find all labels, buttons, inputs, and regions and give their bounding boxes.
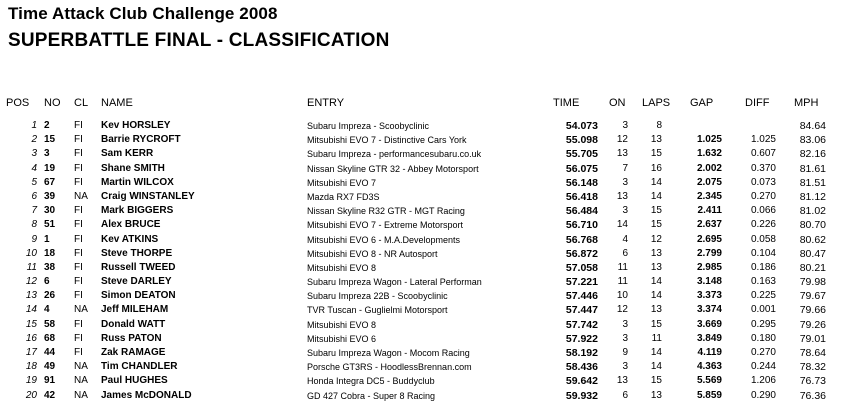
cell-diff: 0.290: [750, 389, 776, 401]
cell-on: 13: [616, 375, 628, 387]
cell-time: 59.932: [565, 389, 598, 402]
cell-laps: 16: [650, 162, 662, 174]
cell-diff: 0.226: [750, 219, 776, 231]
cell-gap: 3.373: [696, 290, 722, 302]
cell-on: 3: [622, 332, 628, 344]
cell-pos: 2: [31, 134, 37, 146]
cell-gap: 5.569: [696, 375, 722, 387]
cell-diff: 0.180: [750, 332, 776, 344]
cell-no: 91: [44, 375, 56, 387]
cell-gap: 1.632: [696, 148, 722, 160]
page-title: Time Attack Club Challenge 2008: [8, 4, 278, 23]
cell-diff: 0.270: [750, 190, 776, 202]
cell-mph: 81.61: [799, 162, 826, 175]
cell-laps: 14: [650, 290, 662, 302]
cell-diff: 0.270: [750, 347, 776, 358]
table-row: [0, 205, 843, 219]
cell-no: 58: [44, 318, 56, 330]
cell-diff: 0.104: [750, 247, 776, 259]
cell-on: 6: [622, 389, 628, 401]
cell-pos: 8: [31, 219, 37, 231]
cell-laps: 13: [650, 134, 662, 146]
cell-time: 56.148: [565, 176, 598, 189]
cell-on: 11: [617, 261, 628, 273]
header-pos: POS: [6, 97, 30, 109]
cell-diff: 0.163: [750, 276, 776, 288]
table-row: [0, 319, 843, 333]
cell-gap: 5.859: [696, 389, 722, 401]
table-row: [0, 120, 843, 134]
cell-entry: Mazda RX7 FD3S: [307, 191, 380, 202]
cell-on: 13: [616, 148, 628, 160]
cell-entry: Honda Integra DC5 - Buddyclub: [307, 376, 435, 387]
cell-laps: 13: [650, 247, 662, 259]
cell-name: Russ PATON: [101, 332, 162, 344]
cell-diff: 0.186: [750, 261, 776, 273]
cell-no: 15: [44, 134, 56, 146]
header-laps: LAPS: [642, 97, 671, 109]
cell-laps: 8: [656, 120, 662, 131]
cell-cl: FI: [74, 290, 83, 302]
cell-mph: 81.02: [799, 205, 826, 218]
page-subtitle: SUPERBATTLE FINAL - CLASSIFICATION: [8, 30, 390, 51]
cell-time: 57.742: [565, 318, 598, 331]
cell-no: 39: [44, 190, 56, 202]
table-row: [0, 163, 843, 177]
table-row: [0, 333, 843, 347]
cell-name: Simon DEATON: [101, 290, 176, 302]
cell-pos: 10: [25, 247, 37, 259]
cell-gap: 2.345: [696, 190, 722, 202]
cell-time: 58.192: [565, 347, 598, 359]
table-row: [0, 219, 843, 233]
cell-laps: 15: [650, 219, 662, 231]
cell-no: 44: [44, 347, 56, 358]
cell-entry: Mitsubishi EVO 8 - NR Autosport: [307, 248, 438, 259]
cell-on: 10: [616, 290, 628, 302]
cell-on: 13: [616, 190, 628, 202]
table-row: [0, 276, 843, 290]
cell-entry: TVR Tuscan - Guglielmi Motorsport: [307, 305, 448, 316]
cell-time: 59.642: [565, 375, 598, 388]
cell-mph: 79.67: [799, 290, 826, 303]
cell-entry: Mitsubishi EVO 7 - Distinctive Cars York: [307, 135, 467, 146]
cell-diff: 0.295: [750, 318, 776, 330]
header-mph: MPH: [794, 97, 819, 109]
cell-cl: NA: [74, 361, 88, 373]
cell-time: 57.221: [565, 276, 598, 289]
cell-laps: 15: [650, 205, 662, 217]
cell-diff: 1.025: [750, 134, 776, 146]
cell-name: Barrie RYCROFT: [101, 134, 181, 146]
cell-pos: 9: [31, 233, 37, 245]
cell-name: Mark BIGGERS: [101, 205, 174, 217]
cell-cl: FI: [74, 332, 83, 344]
cell-mph: 78.64: [799, 347, 826, 359]
cell-laps: 15: [650, 375, 662, 387]
cell-time: 56.418: [565, 190, 598, 203]
cell-cl: FI: [74, 162, 83, 174]
cell-on: 3: [622, 318, 628, 330]
cell-mph: 76.36: [799, 389, 826, 402]
cell-pos: 12: [25, 276, 37, 288]
cell-laps: 14: [650, 276, 662, 288]
cell-cl: FI: [74, 276, 83, 288]
cell-gap: 2.637: [696, 219, 722, 231]
cell-name: James McDONALD: [101, 389, 192, 401]
cell-laps: 13: [650, 261, 662, 273]
cell-laps: 13: [650, 304, 662, 316]
table-row: [0, 304, 843, 318]
cell-cl: NA: [74, 389, 88, 401]
cell-mph: 76.73: [799, 375, 826, 388]
cell-entry: Porsche GT3RS - HoodlessBrennan.com: [307, 362, 472, 373]
cell-no: 51: [44, 219, 56, 231]
cell-laps: 12: [650, 233, 662, 245]
cell-gap: 2.985: [696, 261, 722, 273]
cell-pos: 1: [31, 120, 37, 131]
header-time: TIME: [553, 97, 580, 109]
cell-on: 12: [616, 304, 628, 316]
header-name: NAME: [101, 97, 133, 109]
cell-cl: FI: [74, 247, 83, 259]
table-row: [0, 375, 843, 389]
cell-no: 42: [44, 389, 56, 401]
cell-on: 6: [622, 247, 628, 259]
cell-entry: Subaru Impreza Wagon - Lateral Performan: [307, 277, 482, 288]
cell-no: 18: [44, 247, 56, 259]
cell-pos: 17: [25, 347, 37, 358]
cell-on: 3: [622, 120, 628, 131]
cell-diff: 0.058: [750, 233, 776, 245]
cell-no: 4: [44, 304, 50, 316]
cell-on: 12: [616, 134, 628, 146]
cell-laps: 14: [650, 176, 662, 188]
cell-mph: 80.62: [799, 233, 826, 246]
cell-time: 56.075: [565, 162, 598, 175]
cell-laps: 15: [650, 318, 662, 330]
cell-no: 2: [44, 120, 50, 131]
table-header: [0, 97, 843, 111]
cell-entry: Mitsubishi EVO 7 - Extreme Motorsport: [307, 220, 464, 231]
cell-gap: 3.669: [696, 318, 722, 330]
cell-no: 1: [44, 233, 50, 245]
cell-name: Russell TWEED: [101, 261, 176, 273]
cell-pos: 11: [26, 261, 37, 273]
cell-mph: 80.70: [799, 219, 826, 232]
cell-no: 6: [44, 276, 50, 288]
cell-entry: Nissan Skyline GTR 32 - Abbey Motorsport: [307, 163, 479, 174]
cell-no: 3: [44, 148, 50, 160]
cell-pos: 4: [31, 162, 37, 174]
cell-time: 56.768: [565, 233, 598, 246]
cell-laps: 14: [650, 361, 662, 373]
cell-cl: FI: [74, 318, 83, 330]
table-row: [0, 262, 843, 276]
cell-mph: 80.47: [799, 247, 826, 260]
cell-on: 11: [617, 276, 628, 288]
cell-pos: 15: [25, 318, 37, 330]
table-row: [0, 347, 843, 361]
cell-name: Kev ATKINS: [101, 233, 159, 245]
table-row: [0, 290, 843, 304]
cell-diff: 0.607: [750, 148, 776, 160]
cell-mph: 79.01: [799, 332, 826, 345]
classification-table: [0, 120, 843, 404]
cell-cl: FI: [74, 205, 83, 217]
cell-mph: 79.26: [799, 318, 826, 331]
cell-mph: 81.51: [799, 176, 826, 189]
cell-on: 3: [622, 176, 628, 188]
cell-pos: 16: [25, 332, 37, 344]
cell-laps: 14: [650, 347, 662, 358]
cell-cl: FI: [74, 148, 83, 160]
table-row: [0, 361, 843, 375]
cell-cl: FI: [74, 347, 83, 358]
cell-on: 3: [622, 361, 628, 373]
cell-no: 26: [44, 290, 56, 302]
cell-diff: 0.066: [750, 205, 776, 217]
cell-pos: 5: [31, 176, 37, 188]
cell-time: 57.447: [565, 304, 598, 317]
cell-mph: 79.98: [799, 276, 826, 289]
cell-laps: 15: [650, 148, 662, 160]
cell-mph: 78.32: [799, 361, 826, 374]
table-row: [0, 191, 843, 205]
header-diff: DIFF: [745, 97, 770, 109]
cell-mph: 79.66: [799, 304, 826, 317]
cell-entry: Subaru Impreza 22B - Scoobyclinic: [307, 291, 448, 302]
cell-gap: 2.799: [696, 247, 722, 259]
cell-entry: Subaru Impreza - performancesubaru.co.uk: [307, 149, 482, 160]
cell-gap: 1.025: [696, 134, 722, 146]
cell-pos: 14: [25, 304, 37, 316]
header-gap: GAP: [690, 97, 714, 109]
cell-name: Jeff MILEHAM: [101, 304, 169, 316]
cell-time: 55.098: [565, 134, 598, 147]
cell-entry: Mitsubishi EVO 8: [307, 262, 377, 273]
cell-no: 19: [44, 162, 56, 174]
cell-pos: 7: [31, 205, 37, 217]
cell-entry: Subaru Impreza Wagon - Mocom Racing: [307, 348, 470, 358]
cell-diff: 0.073: [750, 176, 776, 188]
cell-time: 58.436: [565, 361, 598, 374]
cell-gap: 3.849: [696, 332, 722, 344]
header-cl: CL: [74, 97, 89, 109]
cell-cl: FI: [74, 219, 83, 231]
cell-laps: 13: [650, 389, 662, 401]
cell-diff: 0.370: [750, 162, 776, 174]
header-entry: ENTRY: [307, 97, 345, 109]
header-on: ON: [609, 97, 626, 109]
cell-entry: Mitsubishi EVO 6 - M.A.Developments: [307, 234, 461, 245]
cell-gap: 4.119: [697, 347, 722, 358]
cell-diff: 0.001: [750, 304, 776, 316]
cell-name: Tim CHANDLER: [101, 361, 178, 373]
cell-name: Kev HORSLEY: [101, 120, 171, 131]
cell-mph: 83.06: [799, 134, 826, 147]
cell-time: 56.872: [565, 247, 598, 260]
cell-time: 56.710: [565, 219, 598, 232]
cell-on: 9: [622, 347, 628, 358]
cell-pos: 19: [25, 375, 37, 387]
cell-diff: 1.206: [750, 375, 776, 387]
cell-entry: Nissan Skyline R32 GTR - MGT Racing: [307, 206, 465, 217]
cell-mph: 81.12: [799, 190, 826, 203]
cell-on: 4: [622, 233, 628, 245]
cell-cl: FI: [74, 120, 83, 131]
cell-cl: FI: [74, 176, 83, 188]
cell-cl: NA: [74, 304, 88, 316]
cell-entry: Mitsubishi EVO 7: [307, 177, 377, 188]
cell-pos: 18: [25, 361, 37, 373]
cell-time: 55.705: [565, 148, 598, 161]
cell-no: 67: [44, 176, 56, 188]
cell-name: Steve THORPE: [101, 247, 173, 259]
cell-pos: 6: [31, 190, 37, 202]
cell-gap: 2.411: [697, 205, 722, 217]
cell-entry: GD 427 Cobra - Super 8 Racing: [307, 390, 436, 401]
cell-name: Martin WILCOX: [101, 176, 174, 188]
table-row: [0, 148, 843, 162]
cell-time: 56.484: [565, 205, 598, 218]
cell-time: 57.058: [565, 261, 598, 274]
cell-gap: 3.148: [696, 276, 722, 288]
cell-on: 7: [622, 162, 628, 174]
cell-diff: 0.244: [750, 361, 776, 373]
cell-no: 68: [44, 332, 56, 344]
cell-on: 3: [622, 205, 628, 217]
cell-no: 49: [44, 361, 56, 373]
cell-gap: 4.363: [696, 361, 722, 373]
cell-entry: Mitsubishi EVO 8: [307, 319, 377, 330]
cell-cl: NA: [74, 190, 88, 202]
table-row: [0, 134, 843, 148]
cell-pos: 13: [25, 290, 37, 302]
cell-diff: 0.225: [750, 290, 776, 302]
cell-time: 57.922: [565, 332, 598, 345]
cell-on: 14: [616, 219, 628, 231]
cell-name: Zak RAMAGE: [101, 347, 166, 358]
cell-entry: Mitsubishi EVO 6: [307, 333, 377, 344]
cell-entry: Subaru Impreza - Scoobyclinic: [307, 121, 430, 131]
cell-gap: 2.002: [696, 162, 722, 174]
cell-laps: 11: [651, 332, 662, 344]
cell-mph: 80.21: [799, 261, 826, 274]
table-row: [0, 248, 843, 262]
cell-cl: NA: [74, 375, 88, 387]
cell-no: 30: [44, 205, 56, 217]
cell-mph: 82.16: [799, 148, 826, 161]
cell-no: 38: [44, 261, 56, 273]
cell-cl: FI: [74, 134, 83, 146]
cell-name: Donald WATT: [101, 318, 166, 330]
cell-time: 57.446: [565, 290, 598, 303]
cell-name: Craig WINSTANLEY: [101, 190, 195, 202]
cell-name: Alex BRUCE: [101, 219, 161, 231]
cell-cl: FI: [74, 233, 83, 245]
cell-cl: FI: [74, 261, 83, 273]
table-row: [0, 177, 843, 191]
cell-name: Paul HUGHES: [101, 375, 168, 387]
cell-gap: 2.695: [696, 233, 722, 245]
cell-pos: 20: [25, 389, 37, 401]
cell-name: Steve DARLEY: [101, 276, 172, 288]
table-row: [0, 390, 843, 404]
table-row: [0, 234, 843, 248]
cell-name: Sam KERR: [101, 148, 154, 160]
cell-gap: 2.075: [696, 176, 722, 188]
cell-mph: 84.64: [799, 120, 826, 132]
cell-time: 54.073: [565, 120, 598, 132]
cell-name: Shane SMITH: [101, 162, 165, 174]
cell-pos: 3: [31, 148, 37, 160]
header-no: NO: [44, 97, 61, 109]
cell-laps: 14: [650, 190, 662, 202]
cell-gap: 3.374: [696, 304, 722, 316]
